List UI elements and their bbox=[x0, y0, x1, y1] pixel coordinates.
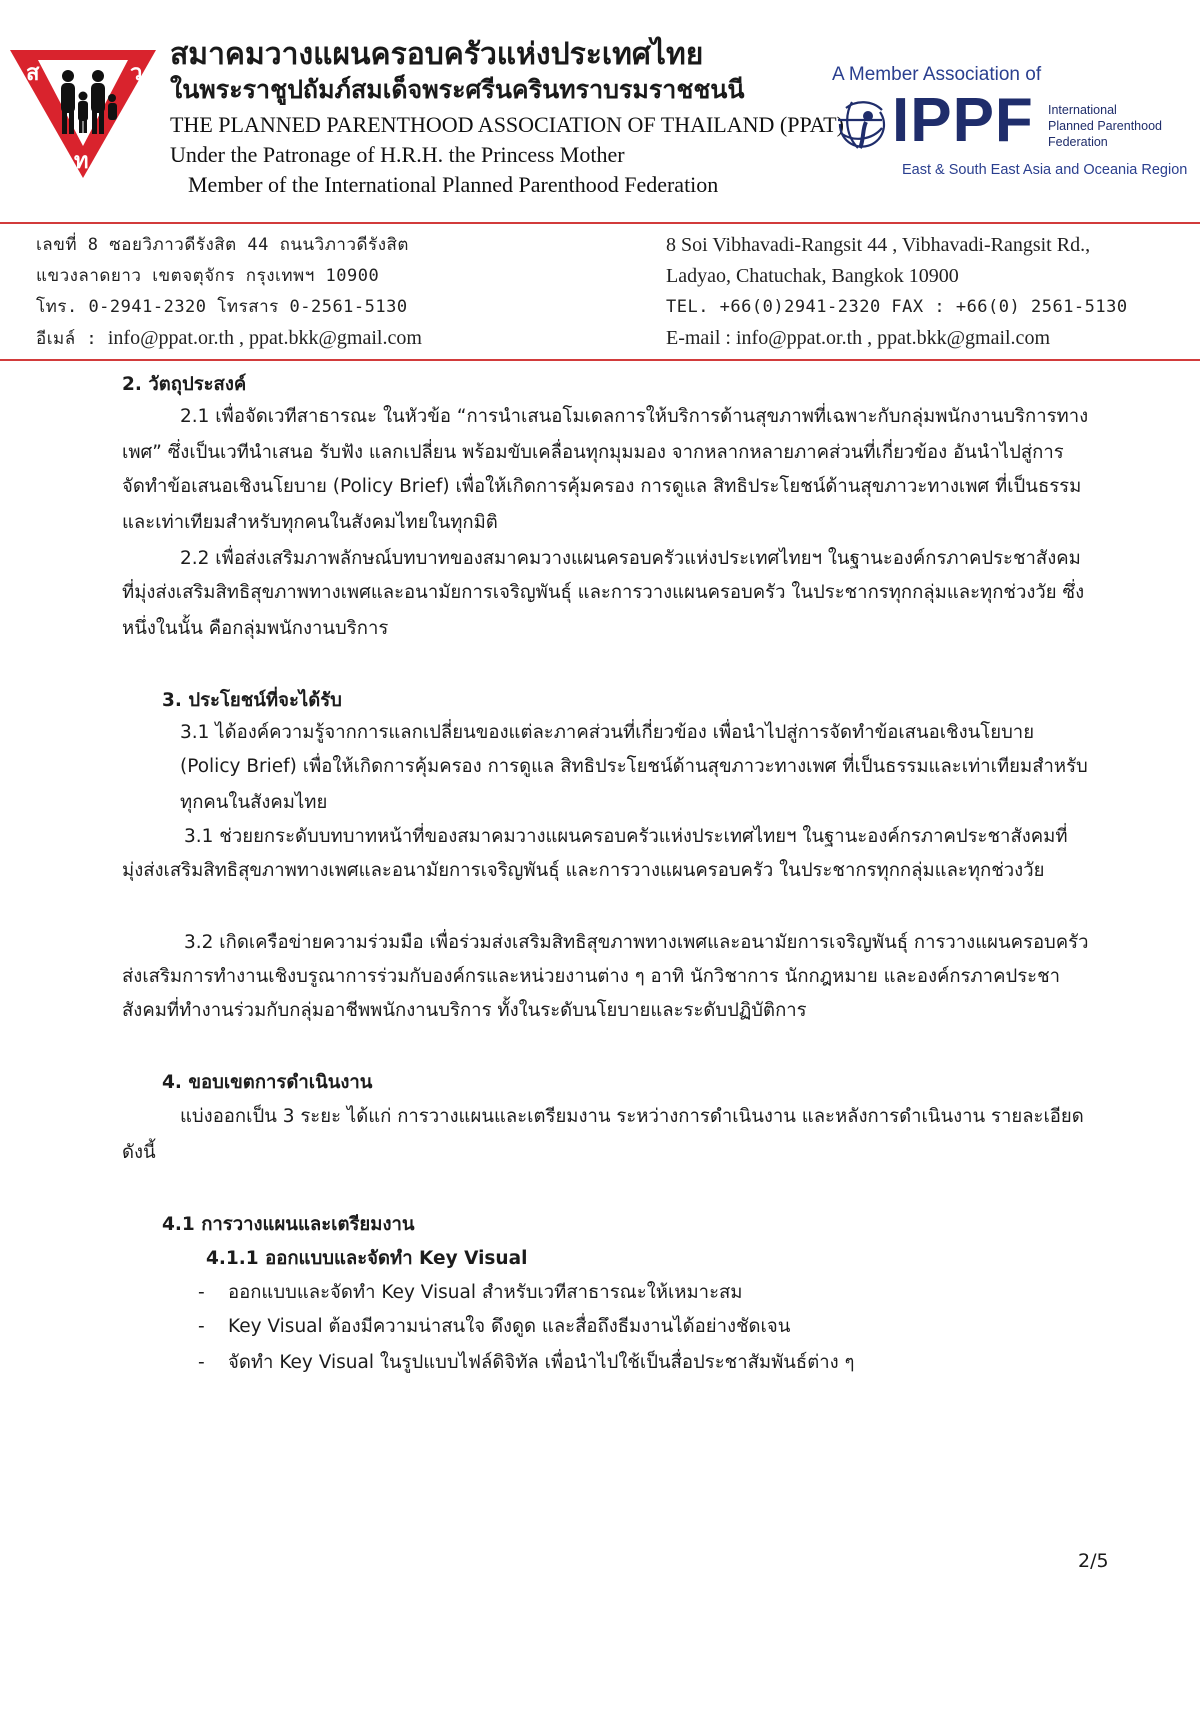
org-membership-english: Member of the International Planned Parenthood Federation bbox=[188, 172, 719, 197]
address-line: TEL. +66(0)2941-2320 FAX : +66(0) 2561-5130 bbox=[666, 297, 1128, 317]
org-name-thai: สมาคมวางแผนครอบครัวแห่งประเทศไทย bbox=[170, 37, 704, 72]
paragraph-line: ดังนี้ bbox=[122, 1142, 156, 1163]
paragraph-line: สังคมที่ทำงานร่วมกับกลุ่มอาชีพพนักงานบริการ ทั้งในระดับนโยบายและระดับปฏิบัติการ bbox=[122, 1000, 807, 1021]
paragraph-line: 3.1 ได้องค์ความรู้จากการแลกเปลี่ยนของแต่ละภาคส่วนที่เกี่ยวข้อง เพื่อนำไปสู่การจัดทำข้อเสนอเชิงนโยบาย bbox=[180, 722, 1035, 743]
paragraph-line: 2.2 เพื่อส่งเสริมภาพลักษณ์บทบาทของสมาคมวางแผนครอบครัวแห่งประเทศไทยฯ ในฐานะองค์กรภาคประชาสังคม bbox=[180, 548, 1081, 569]
bullet-marker: - bbox=[198, 1352, 205, 1373]
paragraph-line: 2.1 เพื่อจัดเวทีสาธารณะ ในหัวข้อ “การนำเสนอโมเดลการให้บริการด้านสุขภาพที่เฉพาะกับกลุ่มพนักงานบริการทาง bbox=[180, 406, 1089, 427]
page-number: 2/5 bbox=[1078, 1550, 1109, 1572]
bullet-marker: - bbox=[198, 1316, 205, 1337]
ippf-block bbox=[830, 64, 1188, 184]
logo-letter-bottom: ท bbox=[74, 149, 89, 174]
org-patronage-thai: ในพระราชูปถัมภ์สมเด็จพระศรีนครินทราบรมราชชนนี bbox=[170, 75, 745, 104]
header-divider-bottom bbox=[0, 359, 1200, 361]
ppat-logo-icon bbox=[8, 46, 158, 182]
subsection-heading: 4.1 การวางแผนและเตรียมงาน bbox=[162, 1214, 415, 1235]
org-name-block bbox=[170, 36, 844, 200]
email-label: อีเมล์ : bbox=[36, 329, 98, 349]
address-line: แขวงลาดยาว เขตจตุจักร กรุงเทพฯ 10900 bbox=[36, 266, 380, 286]
paragraph-line: ทุกคนในสังคมไทย bbox=[180, 792, 328, 813]
letterhead bbox=[0, 0, 1200, 220]
paragraph-line: ส่งเสริมการทำงานเชิงบรูณาการร่วมกับองค์กรและหน่วยงานต่าง ๆ อาทิ นักวิชาการ นักกฎหมาย และองค์กรภาคประชา bbox=[122, 966, 1061, 987]
paragraph-line: จัดทำข้อเสนอเชิงนโยบาย (Policy Brief) เพื่อให้เกิดการคุ้มครอง การดูแล สิทธิประโยชน์ด้านสุขภาวะทางเพศ ที่เป็นธรรม bbox=[122, 476, 1082, 497]
section-heading: 2. วัตถุประสงค์ bbox=[122, 374, 247, 395]
ippf-member-label: A Member Association of bbox=[832, 64, 1042, 85]
paragraph-line: หนึ่งในนั้น คือกลุ่มพนักงานบริการ bbox=[122, 618, 389, 639]
ippf-globe-icon bbox=[830, 94, 890, 154]
address-thai bbox=[36, 230, 422, 355]
address-line: E-mail : info@ppat.or.th , ppat.bkk@gmail.com bbox=[666, 327, 1050, 349]
logo-letter-right: ว bbox=[130, 61, 143, 86]
section-heading: 4. ขอบเขตการดำเนินงาน bbox=[162, 1072, 373, 1093]
paragraph-line: มุ่งส่งเสริมสิทธิสุขภาพทางเพศและอนามัยการเจริญพันธุ์ และการวางแผนครอบครัว ในประชากรทุกกลุ่มและทุกช่วงวัย bbox=[122, 860, 1045, 881]
address-line: 8 Soi Vibhavadi-Rangsit 44 , Vibhavadi-Rangsit Rd., bbox=[666, 234, 1091, 256]
paragraph-line: เพศ” ซึ่งเป็นเวทีนำเสนอ รับฟัง แลกเปลี่ยน พร้อมขับเคลื่อนทุกมุมมอง จากหลากหลายภาคส่วนที่เกี่ยวข้อง อันนำไปสู่การ bbox=[122, 442, 1064, 463]
ippf-region: East & South East Asia and Oceania Region bbox=[902, 162, 1188, 178]
ippf-wordmark: IPPF bbox=[892, 86, 1034, 155]
address-english bbox=[666, 230, 1128, 354]
bullet-item: Key Visual ต้องมีความน่าสนใจ ดึงดูด และสื่อถึงธีมงานได้อย่างชัดเจน bbox=[228, 1316, 791, 1337]
paragraph-line: ที่มุ่งส่งเสริมสิทธิสุขภาพทางเพศและอนามัยการเจริญพันธุ์ และการวางแผนครอบครัว ในประชากรทุกกลุ่มและทุกช่วงวัย ซึ่ง bbox=[122, 582, 1085, 603]
paragraph-line: 3.2 เกิดเครือข่ายความร่วมมือ เพื่อร่วมส่งเสริมสิทธิสุขภาพทางเพศและอนามัยการเจริญพันธุ์ การวางแผนครอบครัว bbox=[184, 932, 1089, 953]
ippf-full-name bbox=[1048, 102, 1162, 150]
bullet-marker: - bbox=[198, 1282, 205, 1303]
bullet-item: ออกแบบและจัดทำ Key Visual สำหรับเวทีสาธารณะให้เหมาะสม bbox=[228, 1282, 743, 1303]
bullet-item: จัดทำ Key Visual ในรูปแบบไฟล์ดิจิทัล เพื่อนำไปใช้เป็นสื่อประชาสัมพันธ์ต่าง ๆ bbox=[228, 1352, 855, 1373]
address-line-email bbox=[36, 323, 422, 355]
paragraph-line: (Policy Brief) เพื่อให้เกิดการคุ้มครอง การดูแล สิทธิประโยชน์ด้านสุขภาวะทางเพศ ที่เป็นธรรมและเท่าเทียมสำหรับ bbox=[180, 756, 1088, 777]
org-name-english: THE PLANNED PARENTHOOD ASSOCIATION OF THAILAND (PPAT) bbox=[170, 112, 844, 137]
section-heading: 3. ประโยชน์ที่จะได้รับ bbox=[162, 690, 342, 711]
address-line: เลขที่ 8 ซอยวิภาวดีรังสิต 44 ถนนวิภาวดีรังสิต bbox=[36, 235, 409, 255]
ippf-full-line: Planned Parenthood bbox=[1048, 119, 1162, 133]
ippf-full-line: Federation bbox=[1048, 135, 1108, 149]
ippf-full-line: International bbox=[1048, 103, 1117, 117]
logo-letter-left: ส bbox=[26, 61, 40, 86]
header-divider-top bbox=[0, 222, 1200, 224]
address-line: โทร. 0-2941-2320 โทรสาร 0-2561-5130 bbox=[36, 297, 408, 317]
address-line: Ladyao, Chatuchak, Bangkok 10900 bbox=[666, 265, 959, 287]
email-value: info@ppat.or.th , ppat.bkk@gmail.com bbox=[107, 327, 422, 349]
subsubsection-heading: 4.1.1 ออกแบบและจัดทำ Key Visual bbox=[206, 1248, 528, 1269]
paragraph-line: และเท่าเทียมสำหรับทุกคนในสังคมไทยในทุกมิติ bbox=[122, 512, 498, 533]
org-patronage-english: Under the Patronage of H.R.H. the Princess Mother bbox=[170, 142, 625, 167]
paragraph-line: 3.1 ช่วยยกระดับบทบาทหน้าที่ของสมาคมวางแผนครอบครัวแห่งประเทศไทยฯ ในฐานะองค์กรภาคประชาสังคมที่ bbox=[184, 826, 1068, 847]
paragraph-line: แบ่งออกเป็น 3 ระยะ ได้แก่ การวางแผนและเตรียมงาน ระหว่างการดำเนินงาน และหลังการดำเนินงาน รายละเอียด bbox=[180, 1106, 1084, 1127]
